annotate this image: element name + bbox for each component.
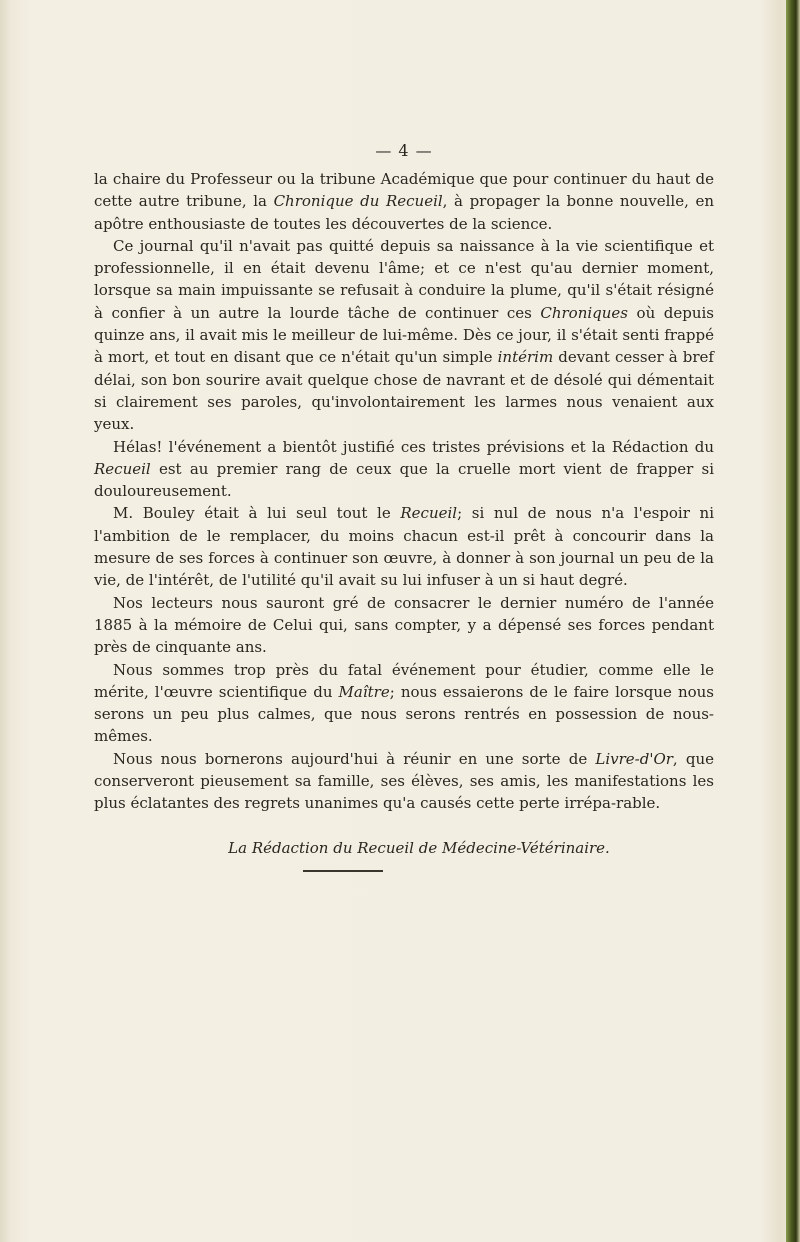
text-run: Ce journal qu'il n'avait pas quitté depuis sa naissance à la vie scientifique et professionnelle, il en était devenu l'âme; et ce n'est qu'au dernier moment, lorsque sa main impuissante se refusait à conduire la plume, qu'il s'était résigné à confier à un autre la lourde tâche de continuer ces xyxy=(94,236,714,322)
text-run: , à propager la bonne nouvelle, en apôtre enthousiaste de toutes les découvertes de la science. xyxy=(94,192,714,233)
italic-run: Recueil xyxy=(94,459,151,478)
text-run: devant cesser à bref délai, son bon sourire avait quelque chose de navrant et de désolé qui démentait si clairement ses paroles, qu'involontairement les larmes nous venaient aux yeux. xyxy=(94,348,714,434)
paragraph xyxy=(94,502,714,591)
signature: La Rédaction du Recueil de Médecine-Vétérinaire. xyxy=(228,838,610,857)
text-run: la chaire du Professeur ou la tribune Académique que pour continuer du haut de cette autre tribune, la xyxy=(94,170,714,211)
text-run: où depuis quinze ans, il avait mis le meilleur de lui-même. Dès ce jour, il s'était senti frappé à mort, et tout en disant que ce n'était qu'un simple xyxy=(94,303,714,367)
closing-rule xyxy=(303,870,383,872)
page-number: — 4 — xyxy=(375,141,433,160)
body-text xyxy=(94,168,714,815)
left-page-edge xyxy=(0,0,12,1242)
paragraph xyxy=(94,168,714,235)
italic-run: Maître xyxy=(338,682,390,701)
text-run: Nous sommes trop près du fatal événement pour étudier, comme elle le mérite, l'œuvre scientifique du xyxy=(94,660,714,701)
italic-run: Livre-d'Or xyxy=(595,749,673,768)
paragraph xyxy=(94,659,714,748)
text-run: M. Bouley était à lui seul tout le xyxy=(113,504,401,523)
paragraph xyxy=(94,235,714,436)
text-run: ; si nul de nous n'a l'espoir ni l'ambition de le remplacer, du moins chacun est-il prêt à concourir dans la mesure de ses forces à continuer son œuvre, à donner à son journal un peu de la vie, de l'intérêt, de l'utilité qu'il avait su lui infuser à un si haut degré. xyxy=(94,504,714,590)
text-run: , que conserveront pieusement sa famille, ses élèves, ses amis, les manifestations les plus éclatantes des regrets unanimes qu'a causés cette perte irrépa-rable. xyxy=(94,749,714,813)
italic-run: Chroniques xyxy=(540,303,629,322)
text-run: Hélas! l'événement a bientôt justifié ces tristes prévisions et la Rédaction du xyxy=(113,437,714,456)
page-content xyxy=(94,141,714,857)
text-run: est au premier rang de ceux que la cruelle mort vient de frapper si douloureusement. xyxy=(94,459,714,501)
paragraph xyxy=(94,436,714,503)
italic-run: Recueil xyxy=(400,504,458,523)
text-run: Nos lecteurs nous sauront gré de consacrer le dernier numéro de l'année 1885 à la mémoire de Celui qui, sans compter, y a dépensé ses forces pendant près de cinquante ans. xyxy=(94,593,714,657)
text-run: ; nous essaierons de le faire lorsque nous serons un peu plus calmes, que nous serons rentrés en possession de nous-mêmes. xyxy=(94,682,715,746)
italic-run: intérim xyxy=(497,348,554,367)
text-run: Nous nous bornerons aujourd'hui à réunir en une sorte de xyxy=(113,749,596,768)
paragraph xyxy=(94,592,714,659)
binding-edge xyxy=(786,0,800,1242)
paragraph xyxy=(94,748,714,815)
italic-run: Chronique du Recueil xyxy=(273,192,443,211)
